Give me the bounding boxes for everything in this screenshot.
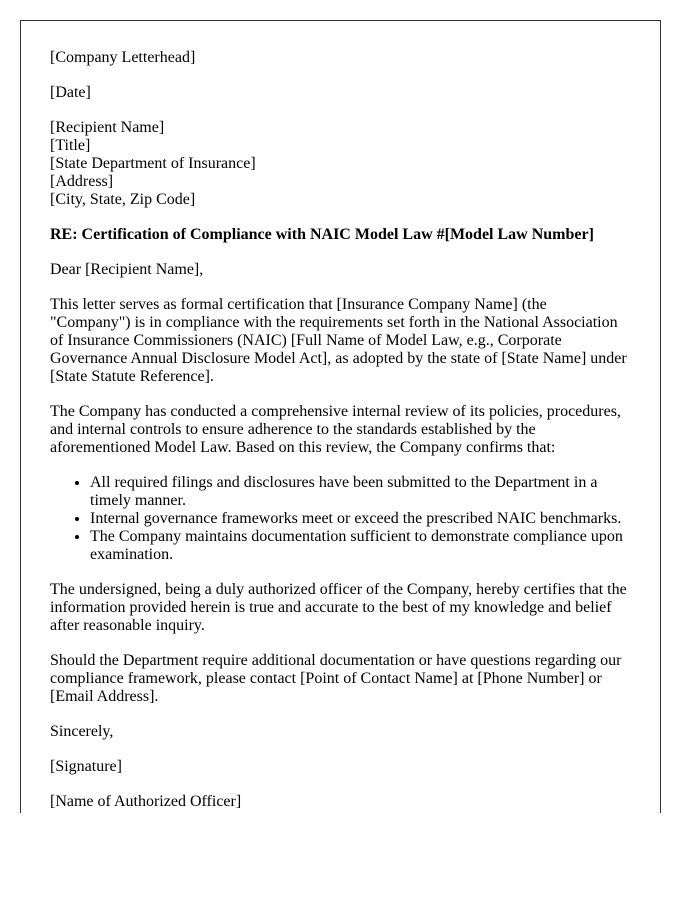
- company-letterhead: [Company Letterhead]: [50, 49, 196, 66]
- letter-document: [20, 20, 661, 813]
- recipient-name: [Recipient Name]: [50, 119, 165, 136]
- list-item: • Internal governance frameworks meet or exceed the prescribed NAIC benchmarks.: [90, 510, 630, 528]
- recipient-title: [Title]: [50, 137, 91, 154]
- recipient-department: [State Department of Insurance]: [50, 155, 256, 172]
- recipient-address-block: [50, 119, 630, 209]
- review-paragraph: The Company has conducted a comprehensive internal review of its policies, procedures, and internal controls to ensure adherence to the standards established by the aforementioned Model Law. Based on this review, the Company confirms that:: [50, 403, 621, 456]
- recipient-city-state-zip: [City, State, Zip Code]: [50, 191, 196, 208]
- list-item: • The Company maintains documentation sufficient to demonstrate compliance upon examination.: [90, 528, 630, 564]
- certification-paragraph: The undersigned, being a duly authorized officer of the Company, hereby certifies that the information provided herein is true and accurate to the best of my knowledge and belief after reasonable inquiry.: [50, 581, 627, 634]
- contact-paragraph: Should the Department require additional documentation or have questions regarding our compliance framework, please contact [Point of Contact Name] at [Phone Number] or [Email Address].: [50, 652, 622, 705]
- confirmations-list: [50, 474, 630, 564]
- closing: Sincerely,: [50, 723, 114, 740]
- list-item: • All required filings and disclosures have been submitted to the Department in a timely manner.: [90, 474, 630, 510]
- letter-date: [Date]: [50, 84, 91, 101]
- subject-line: RE: Certification of Compliance with NAIC Model Law #[Model Law Number]: [50, 226, 594, 243]
- officer-name: [Name of Authorized Officer]: [50, 793, 242, 810]
- intro-paragraph: This letter serves as formal certification that [Insurance Company Name] (the "Company") is in compliance with the requirements set forth in the National Association of Insurance Commissioners (NAIC) [Full Name of Model Law, e.g., Corporate Governance Annual Disclosure Model Act], as adopted by the state of [State Name] under [State Statute Reference].: [50, 296, 627, 385]
- salutation: Dear [Recipient Name],: [50, 261, 204, 278]
- signature-placeholder: [Signature]: [50, 758, 122, 775]
- recipient-address: [Address]: [50, 173, 114, 190]
